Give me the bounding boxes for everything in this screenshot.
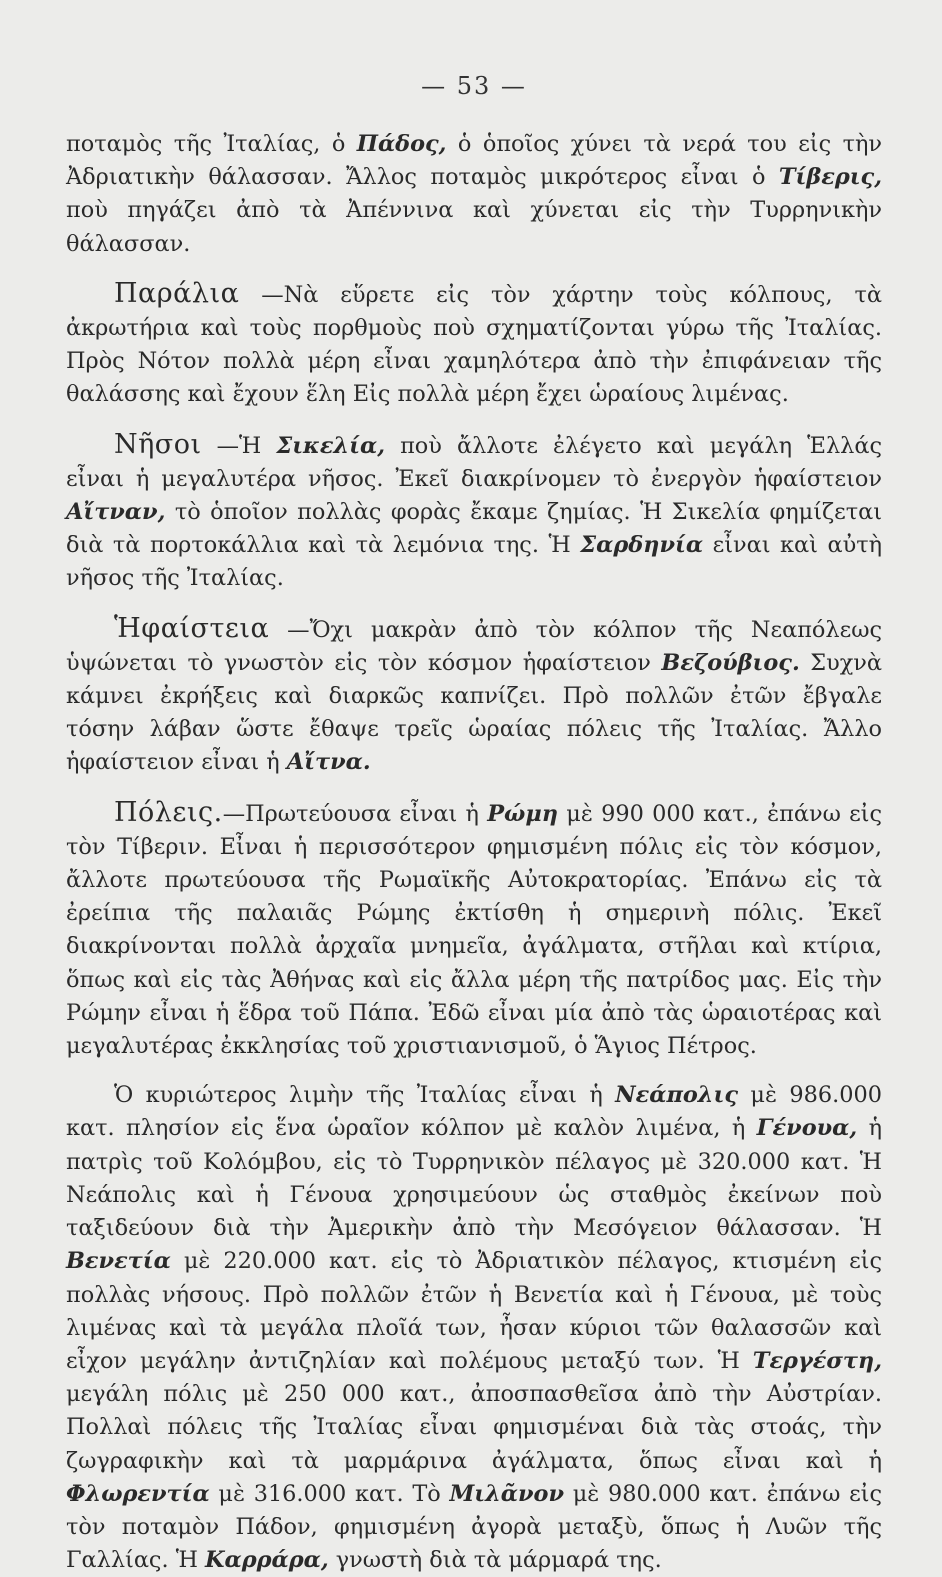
paragraph-islands: Νῆσοι —Ἡ Σικελία, ποὺ ἄλλοτε ἐλέγετο καὶ μεγάλη Ἑλλάς εἶναι ἡ μεγαλυτέρα νῆσος. Ἐκεῖ διακρίνομεν τὸ ἐνεργὸν ἡφαίστειον Αἴτναν, τὸ ὁποῖον πολλὰς φορὰς ἔκαμε ζημίας. Ἡ Σικελία φημίζεται διὰ τὰ πορτοκάλλια καὶ τὰ λεμόνια της. Ἡ Σαρδηνία εἶναι καὶ αὐτὴ νῆσος τῆς Ἰταλίας. bbox=[66, 428, 883, 592]
keyword-karrara: Καρράρα, bbox=[205, 1547, 329, 1574]
keyword-aitnan: Αἴτναν, bbox=[66, 499, 166, 526]
keyword-tiveris: Τίβερις, bbox=[778, 164, 882, 191]
keyword-tergesti: Τεργέστη, bbox=[752, 1347, 882, 1374]
section-heading-cities: Πόλεις. bbox=[114, 796, 223, 828]
keyword-neapolis: Νεάπολις bbox=[615, 1082, 738, 1109]
paragraph-volcanoes: Ἡφαίστεια —Ὄχι μακρὰν ἀπὸ τὸν κόλπον τῆς Νεαπόλεως ὑψώνεται τὸ γνωστὸν εἰς τὸν κόσμον ἡφαίστειον Βεζούβιος. Συχνὰ κάμνει ἐκρήξεις καὶ διαρκῶς καπνίζει. Πρὸ πολλῶν ἐτῶν ἔβγαλε τόσην λάβαν ὥστε ἔθαψε τρεῖς ὡραίας πόλεις τῆς Ἰταλίας. Ἄλλο ἡφαίστειον εἶναι ἡ Αἴτνα. bbox=[66, 612, 883, 776]
keyword-florentia: Φλωρεντία bbox=[66, 1480, 210, 1507]
section-heading-coasts: Παράλια bbox=[114, 277, 240, 309]
paragraph-cities: Πόλεις.—Πρωτεύουσα εἶναι ἡ Ρώμη μὲ 990 000 κατ., ἐπάνω εἰς τὸν Τίβεριν. Εἶναι ἡ περισσότερον φημισμένη πόλις εἰς τὸν κόσμον, ἄλλοτε πρωτεύουσα τῆς Ρωμαϊκῆς Αὐτοκρατορίας. Ἐπάνω εἰς τὰ ἐρείπια τῆς παλαιᾶς Ρώμης ἐκτίσθη ἡ σημερινὴ πόλις. Ἐκεῖ διακρίνονται πολλὰ ἀρχαῖα μνημεῖα, ἀγάλματα, στῆλαι καὶ κτίρια, ὅπως καὶ εἰς τὰς Ἀθήνας καὶ εἰς ἄλλα μέρη τῆς πατρίδος μας. Εἰς τὴν Ρώμην εἶναι ἡ ἕδρα τοῦ Πάπα. Ἐδῶ εἶναι μία ἀπὸ τὰς ὡραιοτέρας καὶ μεγαλυτέρας ἐκκλησίας τοῦ χριστιανισμοῦ, ὁ Ἅγιος Πέτρος. bbox=[66, 796, 883, 1060]
paragraph-rivers: ποταμὸς τῆς Ἰταλίας, ὁ Πάδος, ὁ ὁποῖος χύνει τὰ νερά του εἰς τὴν Ἀδριατικὴν θάλασσαν. Ἄλλος ποταμὸς μικρότερος εἶναι ὁ Τίβερις, ποὺ πηγάζει ἀπὸ τὰ Ἀπέννινα καὶ χύνεται εἰς τὴν Τυρρηνικὴν θάλασσαν. bbox=[66, 131, 882, 257]
keyword-venetia: Βενετία bbox=[66, 1248, 171, 1275]
paragraph-coasts: Παράλια —Νὰ εὕρετε εἰς τὸν χάρτην τοὺς κόλπους, τὰ ἀκρωτήρια καὶ τοὺς πορθμοὺς ποὺ σχηματίζονται γύρω τῆς Ἰταλίας. Πρὸς Νότον πολλὰ μέρη εἶναι χαμηλότερα ἀπὸ τὴν ἐπιφάνειαν τῆς θαλάσσης καὶ ἔχουν ἕλη Εἰς πολλὰ μέρη ἔχει ὡραίους λιμένας. bbox=[66, 277, 882, 408]
keyword-milanon: Μιλᾶνον bbox=[449, 1480, 565, 1507]
keyword-romi: Ρώμη bbox=[487, 800, 559, 827]
keyword-genoua: Γένουα, bbox=[756, 1115, 858, 1142]
keyword-sardinia: Σαρδηνία bbox=[580, 532, 704, 559]
section-heading-islands: Νῆσοι bbox=[114, 428, 202, 460]
section-heading-volcanoes: Ἡφαίστεια bbox=[114, 612, 270, 644]
page-number: — 53 — bbox=[421, 72, 527, 100]
keyword-vezouvios: Βεζούβιος. bbox=[661, 649, 800, 676]
keyword-aitna: Αἴτνα. bbox=[286, 749, 371, 776]
paragraph-ports: Ὁ κυριώτερος λιμὴν τῆς Ἰταλίας εἶναι ἡ Νεάπολις μὲ 986.000 κατ. πλησίον εἰς ἕνα ὡραῖον κόλπον μὲ καλὸν λιμένα, ἡ Γένουα, ἡ πατρὶς τοῦ Κολόμβου, εἰς τὸ Τυρρηνικὸν πέλαγος μὲ 320.000 κατ. Ἡ Νεάπολις καὶ ἡ Γένουα χρησιμεύουν ὡς σταθμὸς ἐκείνων ποὺ ταξιδεύουν διὰ τὴν Ἀμερικὴν ἀπὸ τὴν Μεσόγειον θάλασσαν. Ἡ Βενετία μὲ 220.000 κατ. εἰς τὸ Ἀδριατικὸν πέλαγος, κτισμένη εἰς πολλὰς νήσους. Πρὸ πολλῶν ἐτῶν ἡ Βενετία καὶ ἡ Γένουα, μὲ τοὺς λιμένας καὶ τὰ μεγάλα πλοῖά των, ἦσαν κύριοι τῶν θαλασσῶν καὶ εἶχον μεγάλην ἀντιζηλίαν καὶ πολέμους μεταξύ των. Ἡ Τεργέστη, μεγάλη πόλις μὲ 250 000 κατ., ἀποσπασθεῖσα ἀπὸ τὴν Αὐστρίαν. Πολλαὶ πόλεις τῆς Ἰταλίας εἶναι φημισμέναι διὰ τὰς στοάς, τὴν ζωγραφικὴν καὶ τὰ μαρμάρινα ἀγάλματα, ὅπως εἶναι καὶ ἡ Φλωρεντία μὲ 316.000 κατ. Τὸ Μιλᾶνον μὲ 980.000 κατ. ἐπάνω εἰς τὸν ποταμὸν Πάδον, φημισμένη ἀγορὰ μεταξὺ, ὅπως ἡ Λυῶν τῆς Γαλλίας. Ἡ Καρράρα, γνωστὴ διὰ τὰ μάρμαρά της. bbox=[66, 1082, 882, 1574]
keyword-pados: Πάδος, bbox=[356, 131, 447, 157]
keyword-sikelia: Σικελία, bbox=[276, 432, 385, 459]
